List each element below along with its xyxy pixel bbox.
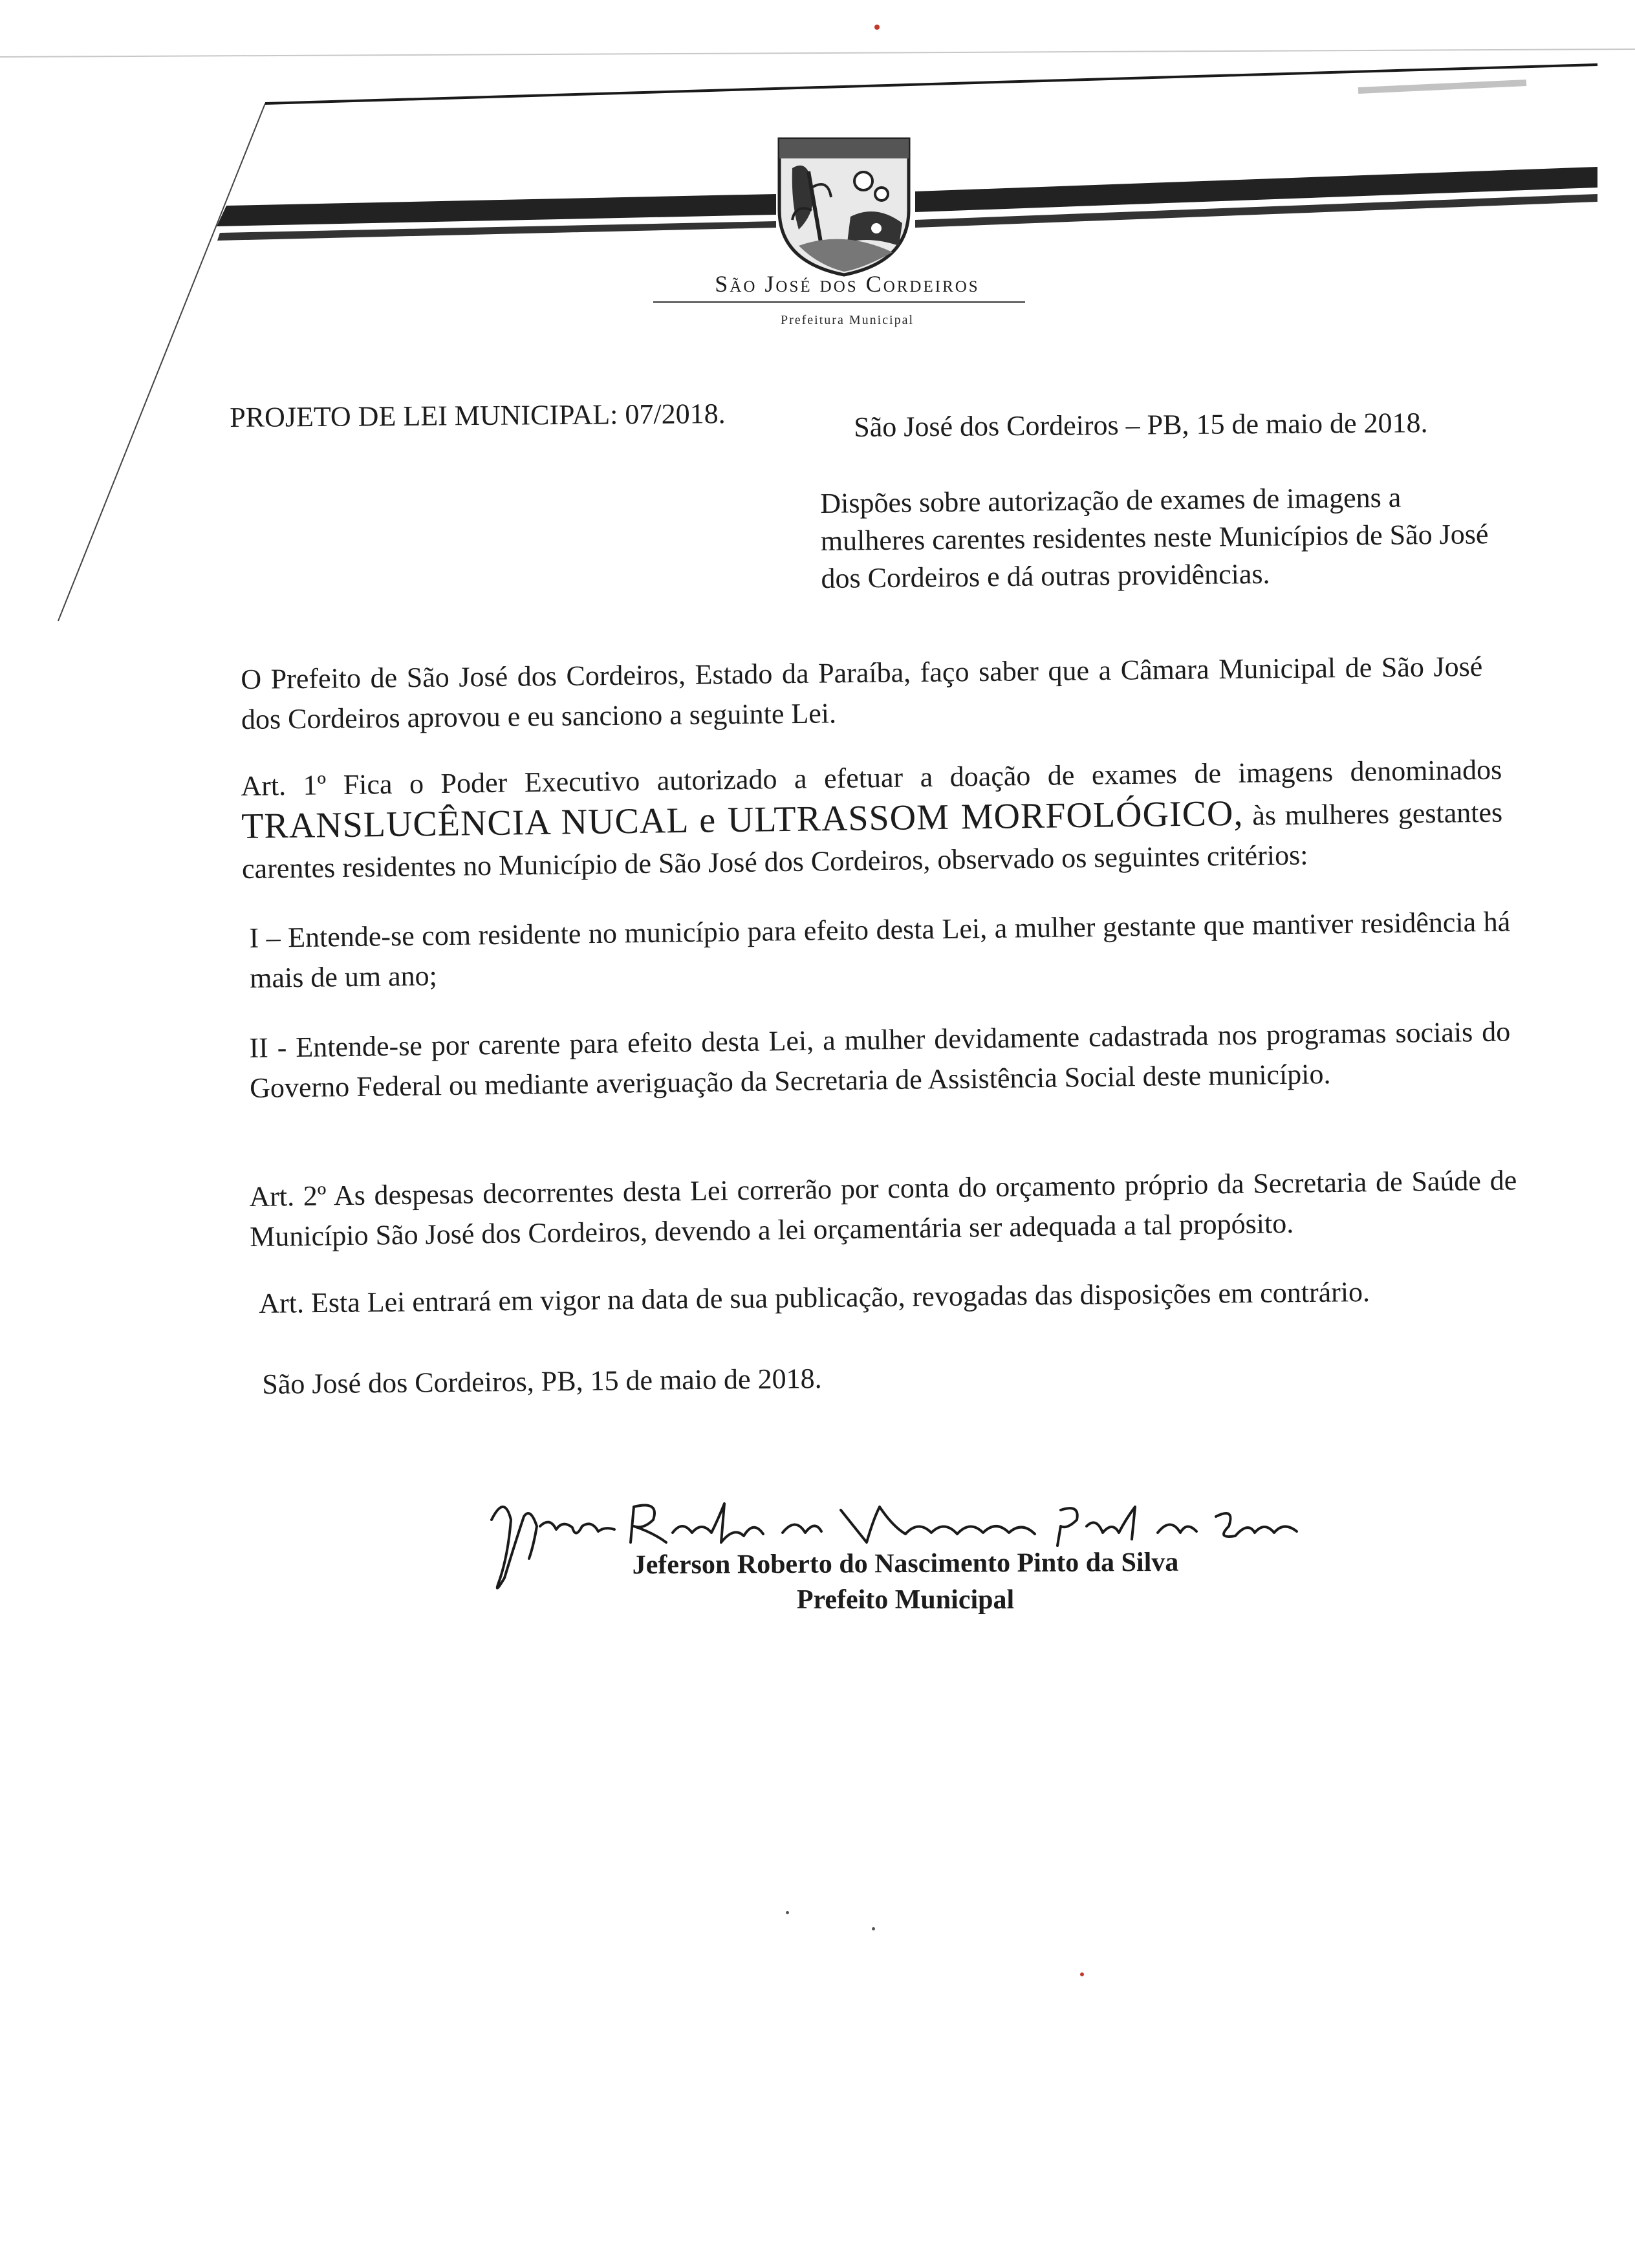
law-summary: Dispões sobre autorização de exames de imagens a mulheres carentes residentes neste Municípios de São José dos Cordeiros e dá outras providências. xyxy=(820,481,1489,594)
city-date: São José dos Cordeiros – PB, 15 de maio de 2018. xyxy=(854,407,1428,443)
article-2: Art. 2º As despesas decorrentes desta Lei correrão por conta do orçamento próprio da Secretaria de Saúde de Município São José dos Cordeiros, devendo a lei orçamentária ser adequada a tal propósito. xyxy=(249,1164,1517,1253)
intro-paragraph: O Prefeito de São José dos Cordeiros, Estado da Paraíba, faço saber que a Câmara Municipal de São José dos Cordeiros aprovou e eu sanciono a seguinte Lei. xyxy=(241,650,1483,735)
scan-speck xyxy=(872,1927,875,1930)
municipality-name: São José dos Cordeiros xyxy=(715,271,980,297)
article-1-exams: TRANSLUCÊNCIA NUCAL e ULTRASSOM MORFOLÓGICO, xyxy=(241,793,1244,847)
municipality-subtitle: Prefeitura Municipal xyxy=(780,313,915,327)
inciso-1: I – Entende-se com residente no município para efeito desta Lei, a mulher gestante que mantiver residência há mais de um ano; xyxy=(249,905,1511,994)
signer-title: Prefeito Municipal xyxy=(796,1585,1015,1615)
closing-date: São José dos Cordeiros, PB, 15 de maio de 2018. xyxy=(262,1362,822,1400)
project-number: PROJETO DE LEI MUNICIPAL: 07/2018. xyxy=(230,397,726,433)
coat-of-arms-icon xyxy=(773,133,915,278)
article-3: Art. Esta Lei entrará em vigor na data de sua publicação, revogadas das disposições em contrário. xyxy=(259,1276,1370,1319)
inciso-2: II - Entende-se por carente para efeito desta Lei, a mulher devidamente cadastrada nos programas sociais do Governo Federal ou mediante averiguação da Secretaria de Assistência Social deste município. xyxy=(249,1015,1511,1104)
article-1 xyxy=(241,750,1503,889)
scan-speck xyxy=(874,25,880,30)
scan-speck xyxy=(1080,1972,1084,1976)
signer-name: Jeferson Roberto do Nascimento Pinto da Silva xyxy=(632,1547,1179,1581)
article-1-start: Art. 1º Fica o Poder Executivo autorizado a efetuar a doação de exames de imagens denominados xyxy=(241,753,1502,802)
letterhead-divider xyxy=(653,301,1025,303)
article-1-end: às mulheres gestantes carentes residentes no Município de São José dos Cordeiros, observado os seguintes critérios: xyxy=(241,796,1503,885)
scan-speck xyxy=(786,1911,789,1914)
